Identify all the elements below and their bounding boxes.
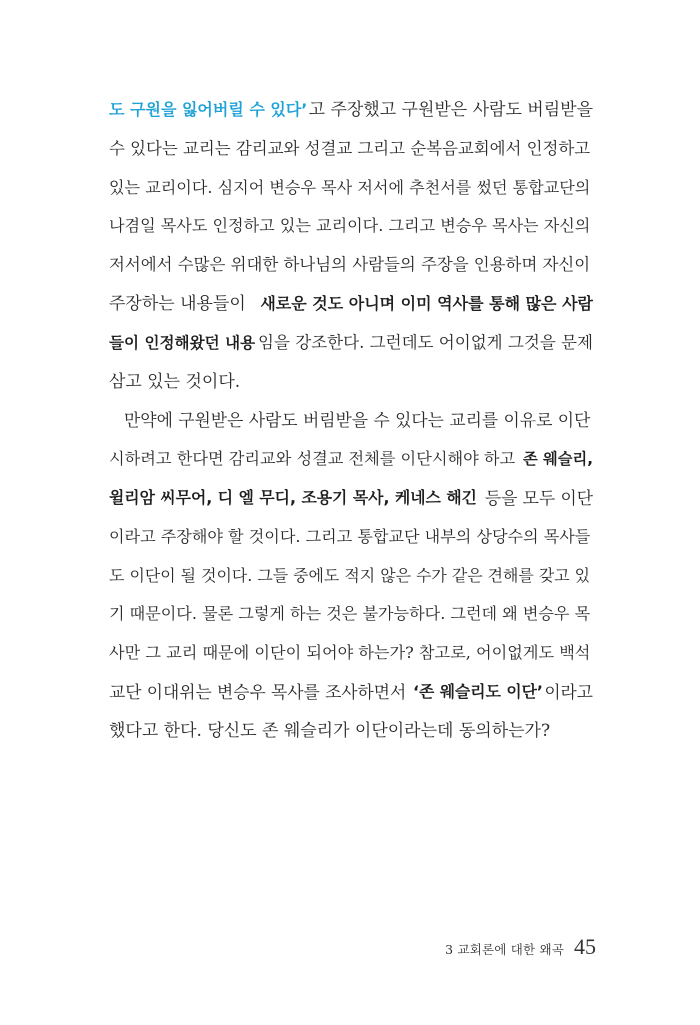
text-line bbox=[109, 557, 593, 596]
text-fragment: 나겸일 목사도 인정하고 있는 교리이다. 그리고 변승우 목사는 자신의 bbox=[109, 216, 591, 236]
text-fragment: 이라고 주장해야 할 것이다. 그리고 통합교단 내부의 상당수의 목사들 bbox=[109, 526, 591, 546]
text-fragment: 등을 모두 이단 bbox=[479, 487, 593, 508]
text-fragment-bold: ‘존 웨슬리도 이단’ bbox=[412, 681, 543, 701]
page-footer bbox=[420, 934, 596, 964]
text-fragment: 있는 교리이다. 심지어 변승우 목사 저서에 추천서를 썼던 통합교단의 bbox=[109, 177, 591, 197]
text-line bbox=[109, 324, 593, 363]
text-line bbox=[109, 401, 593, 440]
text-fragment: 임을 강조한다. 그런데도 어이없게 그것을 문제 bbox=[258, 332, 593, 352]
text-line bbox=[109, 169, 593, 208]
page-number: 45 bbox=[574, 934, 596, 959]
text-line bbox=[109, 91, 593, 130]
text-fragment: 이라고 bbox=[544, 681, 593, 702]
text-fragment-bold: 새로운 것도 아니며 이미 역사를 통해 많은 사람 bbox=[260, 293, 593, 313]
text-fragment: 저서에서 수많은 위대한 하나님의 사람들의 주장을 인용하며 자신이 bbox=[109, 255, 591, 275]
text-fragment-highlight: 도 구원을 잃어버릴 수 있다’ bbox=[109, 100, 308, 119]
running-head: 3 교회론에 대한 왜곡 bbox=[445, 942, 564, 957]
text-line bbox=[109, 634, 593, 673]
text-line bbox=[109, 363, 593, 402]
text-line bbox=[109, 518, 593, 557]
text-line bbox=[109, 440, 593, 479]
text-line bbox=[109, 130, 593, 169]
text-fragment: 기 때문이다. 물론 그렇게 하는 것은 불가능하다. 그런데 왜 변승우 목 bbox=[109, 604, 591, 624]
text-fragment: 사만 그 교리 때문에 이단이 되어야 하는가? 참고로, 어이없게도 백석 bbox=[109, 643, 591, 663]
text-fragment: 수 있다는 교리는 감리교와 성결교 그리고 순복음교회에서 인정하고 bbox=[109, 138, 591, 158]
text-fragment: 했다고 한다. 당신도 존 웨슬리가 이단이라는데 동의하는가? bbox=[109, 720, 551, 741]
text-line bbox=[109, 285, 593, 324]
text-line bbox=[109, 595, 593, 634]
text-fragment: 주장하는 내용들이 bbox=[109, 293, 252, 314]
text-fragment: 교단 이대위는 변승우 목사를 조사하면서 bbox=[109, 681, 412, 702]
text-line bbox=[109, 246, 593, 285]
text-line bbox=[109, 712, 593, 751]
text-line bbox=[109, 479, 593, 518]
text-fragment: 만약에 구원받은 사람도 버림받을 수 있다는 교리를 이유로 이단 bbox=[124, 410, 591, 431]
text-fragment-bold: 존 웨슬리, bbox=[523, 450, 593, 469]
text-fragment-bold: 들이 인정해왔던 내용 bbox=[109, 333, 256, 352]
text-line bbox=[109, 673, 593, 712]
text-fragment-bold: 윌리암 씨무어, 디 엘 무디, 조용기 목사, 케네스 해긴 bbox=[109, 487, 477, 507]
text-fragment: 고 주장했고 구원받은 사람도 버림받을 bbox=[308, 100, 593, 120]
body-text bbox=[109, 91, 593, 751]
text-fragment: 시하려고 한다면 감리교와 성결교 전체를 이단시해야 하고 bbox=[109, 449, 521, 469]
text-line bbox=[109, 207, 593, 246]
text-fragment: 도 이단이 될 것이다. 그들 중에도 적지 않은 수가 같은 견해를 갖고 있 bbox=[109, 565, 591, 585]
text-fragment: 삼고 있는 것이다. bbox=[109, 371, 241, 392]
